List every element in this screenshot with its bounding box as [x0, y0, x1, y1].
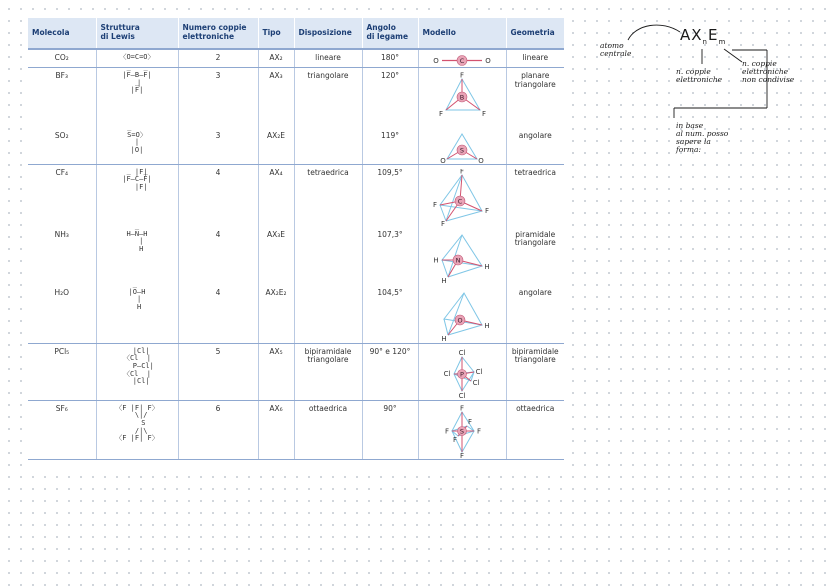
- cell-tipo: AX₄: [258, 164, 294, 227]
- table-header-row: [28, 18, 564, 49]
- trigonal-pyramidal-model-icon: [424, 231, 500, 285]
- table-row: [28, 400, 564, 459]
- ligand-label: Cl: [443, 369, 451, 378]
- note-in-base: in base al num. posso sapere la forma:: [676, 121, 729, 154]
- central-atom-letter: O: [457, 316, 463, 324]
- cell-coppie: 2: [178, 49, 258, 68]
- ligand-label: F: [467, 417, 473, 426]
- ligand-label: F: [481, 110, 487, 118]
- tetrahedral-model-icon: [424, 169, 500, 227]
- ligand-label: F: [438, 110, 444, 118]
- cell-tipo: AX₃E: [258, 227, 294, 285]
- ligand-label: F: [459, 451, 465, 459]
- cell-molecola: CO₂: [28, 49, 96, 68]
- ligand-label: Cl: [472, 378, 480, 387]
- central-atom-letter: S: [459, 427, 465, 435]
- ligand-label: F: [444, 427, 450, 435]
- ligand-label: Cl: [458, 348, 466, 357]
- bent-model-icon: [424, 132, 500, 164]
- cell-geometria: lineare: [506, 49, 564, 68]
- ligand-label: F: [484, 206, 490, 215]
- cell-coppie: 5: [178, 343, 258, 400]
- ligand-label: F: [459, 404, 465, 412]
- cell-molecola: PCl₅: [28, 343, 96, 400]
- ligand-label: H: [484, 321, 490, 330]
- lewis-structure: |O̅–H | H: [128, 287, 146, 311]
- lewis-structure: 〈F |F| F〉 \|/ S /|\ 〈F |F| F〉: [115, 403, 159, 443]
- cell-coppie: 4: [178, 285, 258, 344]
- table-row: [28, 128, 564, 165]
- cell-angolo: 180°: [362, 49, 418, 68]
- header-tipo: Tipo: [258, 18, 294, 49]
- header-angolo: Angolo di legame: [362, 18, 418, 49]
- note-coppie-non-condivise: n. coppie elettroniche non condivise: [742, 59, 795, 84]
- cell-angolo: 119°: [362, 128, 418, 165]
- central-atom-letter: B: [459, 93, 465, 102]
- ligand-label: F: [452, 435, 458, 444]
- ligand-label: H: [433, 256, 439, 264]
- cell-disposizione: triangolare: [294, 68, 362, 128]
- cell-tipo: AX₆: [258, 400, 294, 459]
- cell-molecola: SO₂: [28, 128, 96, 165]
- cell-molecola: H₂O: [28, 285, 96, 344]
- table-row: [28, 49, 564, 68]
- note-atomo-centrale: atomo centrale: [600, 41, 632, 58]
- lewis-structure: H–N̅–H | H: [126, 229, 148, 253]
- central-atom-letter: N: [455, 256, 461, 264]
- cell-tipo: AX₅: [258, 343, 294, 400]
- ligand-label: F: [459, 168, 465, 175]
- ligand-label: Cl: [458, 391, 466, 400]
- cell-angolo: 90° e 120°: [362, 343, 418, 400]
- cell-angolo: 90°: [362, 400, 418, 459]
- cell-disposizione: tetraedrica: [294, 164, 362, 227]
- cell-molecola: BF₃: [28, 68, 96, 128]
- cell-geometria: planare triangolare: [506, 68, 564, 128]
- header-disposizione: Disposizione: [294, 18, 362, 49]
- trigonal-planar-model-icon: [424, 72, 500, 120]
- lewis-structure: |F| |F̅–C–F̅| |F|: [122, 167, 152, 191]
- ligand-label: H: [441, 276, 447, 285]
- note-coppie-elettroniche: n. coppie elettroniche: [676, 67, 723, 84]
- lewis-structure: |F̅–B–F̅| | |F̅|: [122, 71, 152, 95]
- central-atom-letter: S: [459, 146, 465, 154]
- cell-molecola: SF₆: [28, 400, 96, 459]
- cell-coppie: 4: [178, 227, 258, 285]
- cell-disposizione: [294, 227, 362, 285]
- ligand-label: H: [484, 262, 490, 271]
- octahedral-model-icon: [424, 405, 500, 459]
- cell-disposizione: [294, 128, 362, 165]
- cell-tipo: AX₂: [258, 49, 294, 68]
- cell-geometria: piramidale triangolare: [514, 229, 556, 248]
- ligand-label: F: [432, 200, 438, 209]
- cell-coppie: 4: [178, 164, 258, 227]
- trigonal-bipyramidal-model-icon: [424, 348, 500, 400]
- central-atom-letter: C: [457, 197, 463, 205]
- cell-geometria: angolare: [506, 285, 564, 344]
- cell-geometria: ottaedrica: [506, 400, 564, 459]
- central-atom-letter: C: [459, 57, 465, 65]
- cell-tipo: AX₂E₂: [258, 285, 294, 344]
- cell-angolo: 104,5°: [362, 285, 418, 344]
- cell-geometria: bipiramidale triangolare: [506, 343, 564, 400]
- ligand-label: F: [476, 427, 482, 435]
- ligand-label: O: [433, 57, 439, 65]
- vsepr-table: [28, 18, 564, 460]
- lewis-structure: 〈O=C=O〉: [119, 53, 155, 61]
- central-atom-letter: P: [460, 370, 464, 378]
- ligand-label: F: [440, 219, 446, 227]
- table-row: [28, 164, 564, 227]
- linear-model-icon: [424, 54, 500, 67]
- cell-coppie: 6: [178, 400, 258, 459]
- lewis-structure: |Cl| 〈Cl | P–Cl| 〈Cl | |Cl|: [122, 346, 154, 386]
- handwritten-notes: [592, 16, 822, 176]
- formula-m: m: [718, 38, 727, 46]
- formula-e: E: [707, 26, 719, 44]
- cell-angolo: 109,5°: [362, 164, 418, 227]
- formula-base: AX: [680, 26, 703, 44]
- cell-tipo: AX₃: [258, 68, 294, 128]
- ligand-label: Cl: [475, 367, 483, 376]
- ligand-label: F: [459, 72, 465, 80]
- cell-geometria: angolare: [506, 128, 564, 165]
- cell-disposizione: ottaedrica: [294, 400, 362, 459]
- table-row: [28, 285, 564, 344]
- ligand-label: H: [441, 334, 447, 343]
- header-modello: Modello: [418, 18, 506, 49]
- cell-coppie: 3: [178, 68, 258, 128]
- lewis-structure: S̅=O〉 | |O|: [127, 130, 147, 154]
- note-formula: [680, 26, 726, 46]
- cell-geometria: tetraedrica: [506, 164, 564, 227]
- table-row: [28, 343, 564, 400]
- ligand-label: O: [485, 57, 491, 65]
- header-geometria: Geometria: [506, 18, 564, 49]
- formula-n: n: [702, 38, 708, 46]
- cell-molecola: CF₄: [28, 164, 96, 227]
- cell-disposizione: [294, 285, 362, 344]
- header-struttura-lewis: Struttura di Lewis: [96, 18, 178, 49]
- ligand-label: O: [440, 156, 446, 164]
- header-molecola: Molecola: [28, 18, 96, 49]
- cell-coppie: 3: [178, 128, 258, 165]
- cell-disposizione: bipiramidale triangolare: [294, 343, 362, 400]
- bent-tetrahedral-model-icon: [424, 289, 500, 343]
- table-row: [28, 227, 564, 285]
- vsepr-table-panel: [28, 18, 564, 469]
- cell-tipo: AX₂E: [258, 128, 294, 165]
- ligand-label: O: [478, 156, 484, 164]
- cell-disposizione: lineare: [294, 49, 362, 68]
- cell-angolo: 107,3°: [362, 227, 418, 285]
- cell-angolo: 120°: [362, 68, 418, 128]
- table-row: [28, 68, 564, 128]
- cell-molecola: NH₃: [28, 227, 96, 285]
- header-numero-coppie: Numero coppie elettroniche: [178, 18, 258, 49]
